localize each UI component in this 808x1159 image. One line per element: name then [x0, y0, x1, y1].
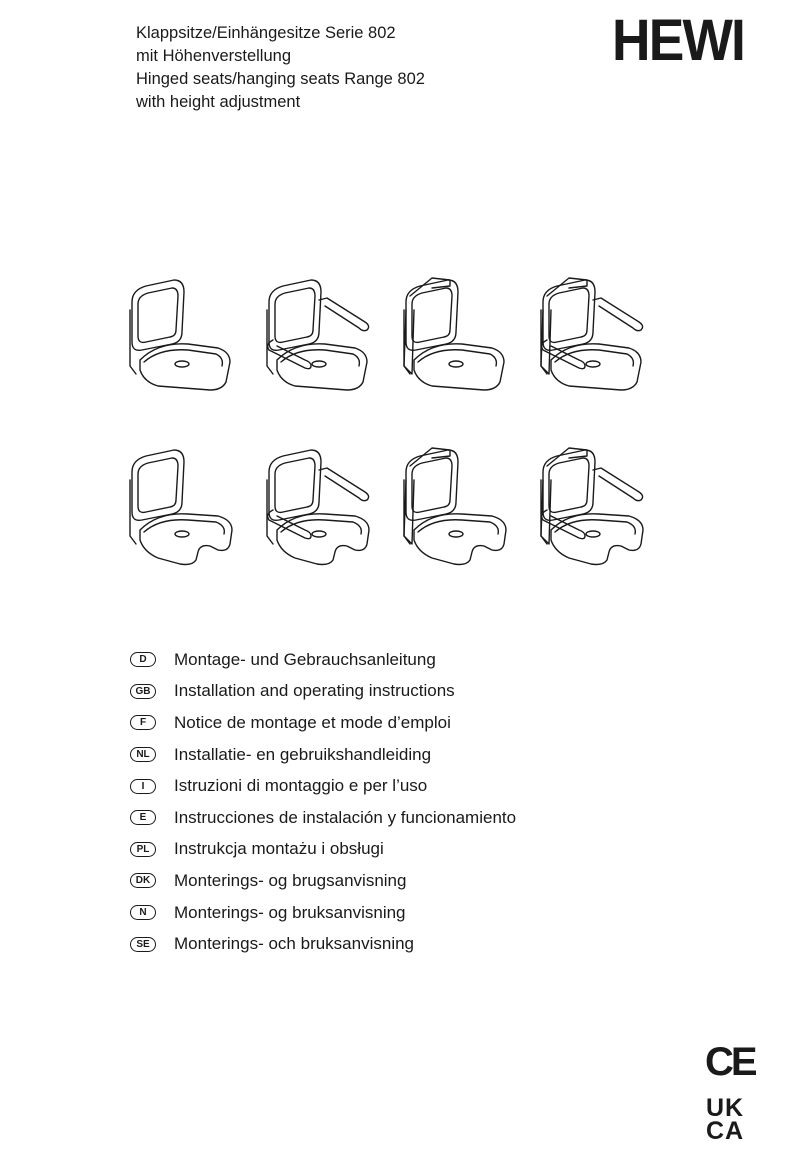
ukca-mark — [706, 1094, 745, 1145]
hanging-seat-u-illustration — [392, 440, 527, 580]
language-label: Instrucciones de instalación y funcionamiento — [174, 807, 517, 827]
language-label: Instrukcja montażu i obsługi — [174, 839, 384, 859]
language-item-d — [130, 644, 516, 676]
language-item-dk — [130, 865, 516, 897]
language-label: Montage- und Gebrauchsanleitung — [174, 649, 436, 669]
ukca-top: UK — [706, 1094, 745, 1122]
title-line-en-1: Hinged seats/hanging seats Range 802 — [136, 70, 425, 88]
hinged-seat-illustration — [118, 270, 253, 410]
language-item-pl — [130, 834, 516, 866]
language-item-gb — [130, 676, 516, 708]
language-item-f — [130, 707, 516, 739]
title-line-de-2: mit Höhenverstellung — [136, 47, 291, 65]
title-line-de-1: Klappsitze/Einhängesitze Serie 802 — [136, 24, 396, 42]
language-badge: DK — [130, 873, 156, 888]
language-label: Notice de montage et mode d’emploi — [174, 712, 451, 732]
title-line-en-2: with height adjustment — [136, 93, 301, 111]
hinged-seat-u-with-armrest-illustration — [255, 440, 390, 580]
language-item-se — [130, 928, 516, 960]
language-label: Istruzioni di montaggio e per l’uso — [174, 776, 428, 796]
language-badge: N — [130, 905, 156, 920]
language-item-n — [130, 897, 516, 929]
language-badge: D — [130, 652, 156, 667]
language-item-nl — [130, 739, 516, 771]
language-badge: NL — [130, 747, 156, 762]
hanging-seat-illustration — [392, 270, 527, 410]
ce-mark: CE — [705, 1040, 755, 1084]
hinged-seat-u-illustration — [118, 440, 253, 580]
language-badge: E — [130, 810, 156, 825]
language-item-i — [130, 770, 516, 802]
hinged-seat-with-armrest-illustration — [255, 270, 390, 410]
language-label: Installatie- en gebruikshandleiding — [174, 744, 432, 764]
language-badge: I — [130, 779, 156, 794]
ukca-bottom: CA — [706, 1117, 745, 1145]
language-badge: GB — [130, 684, 156, 699]
language-badge: SE — [130, 937, 156, 952]
language-item-e — [130, 802, 516, 834]
hanging-seat-with-armrest-illustration — [529, 270, 664, 410]
hewi-logo: HEWI — [612, 8, 744, 73]
language-label: Monterings- og bruksanvisning — [174, 902, 406, 922]
language-label: Monterings- och bruksanvisning — [174, 934, 415, 954]
language-badge: PL — [130, 842, 156, 857]
hanging-seat-u-with-armrest-illustration — [529, 440, 664, 580]
language-label: Installation and operating instructions — [174, 681, 455, 701]
document-title — [136, 22, 425, 114]
language-label: Monterings- og brugsanvisning — [174, 870, 407, 890]
language-list — [130, 644, 516, 960]
language-badge: F — [130, 715, 156, 730]
